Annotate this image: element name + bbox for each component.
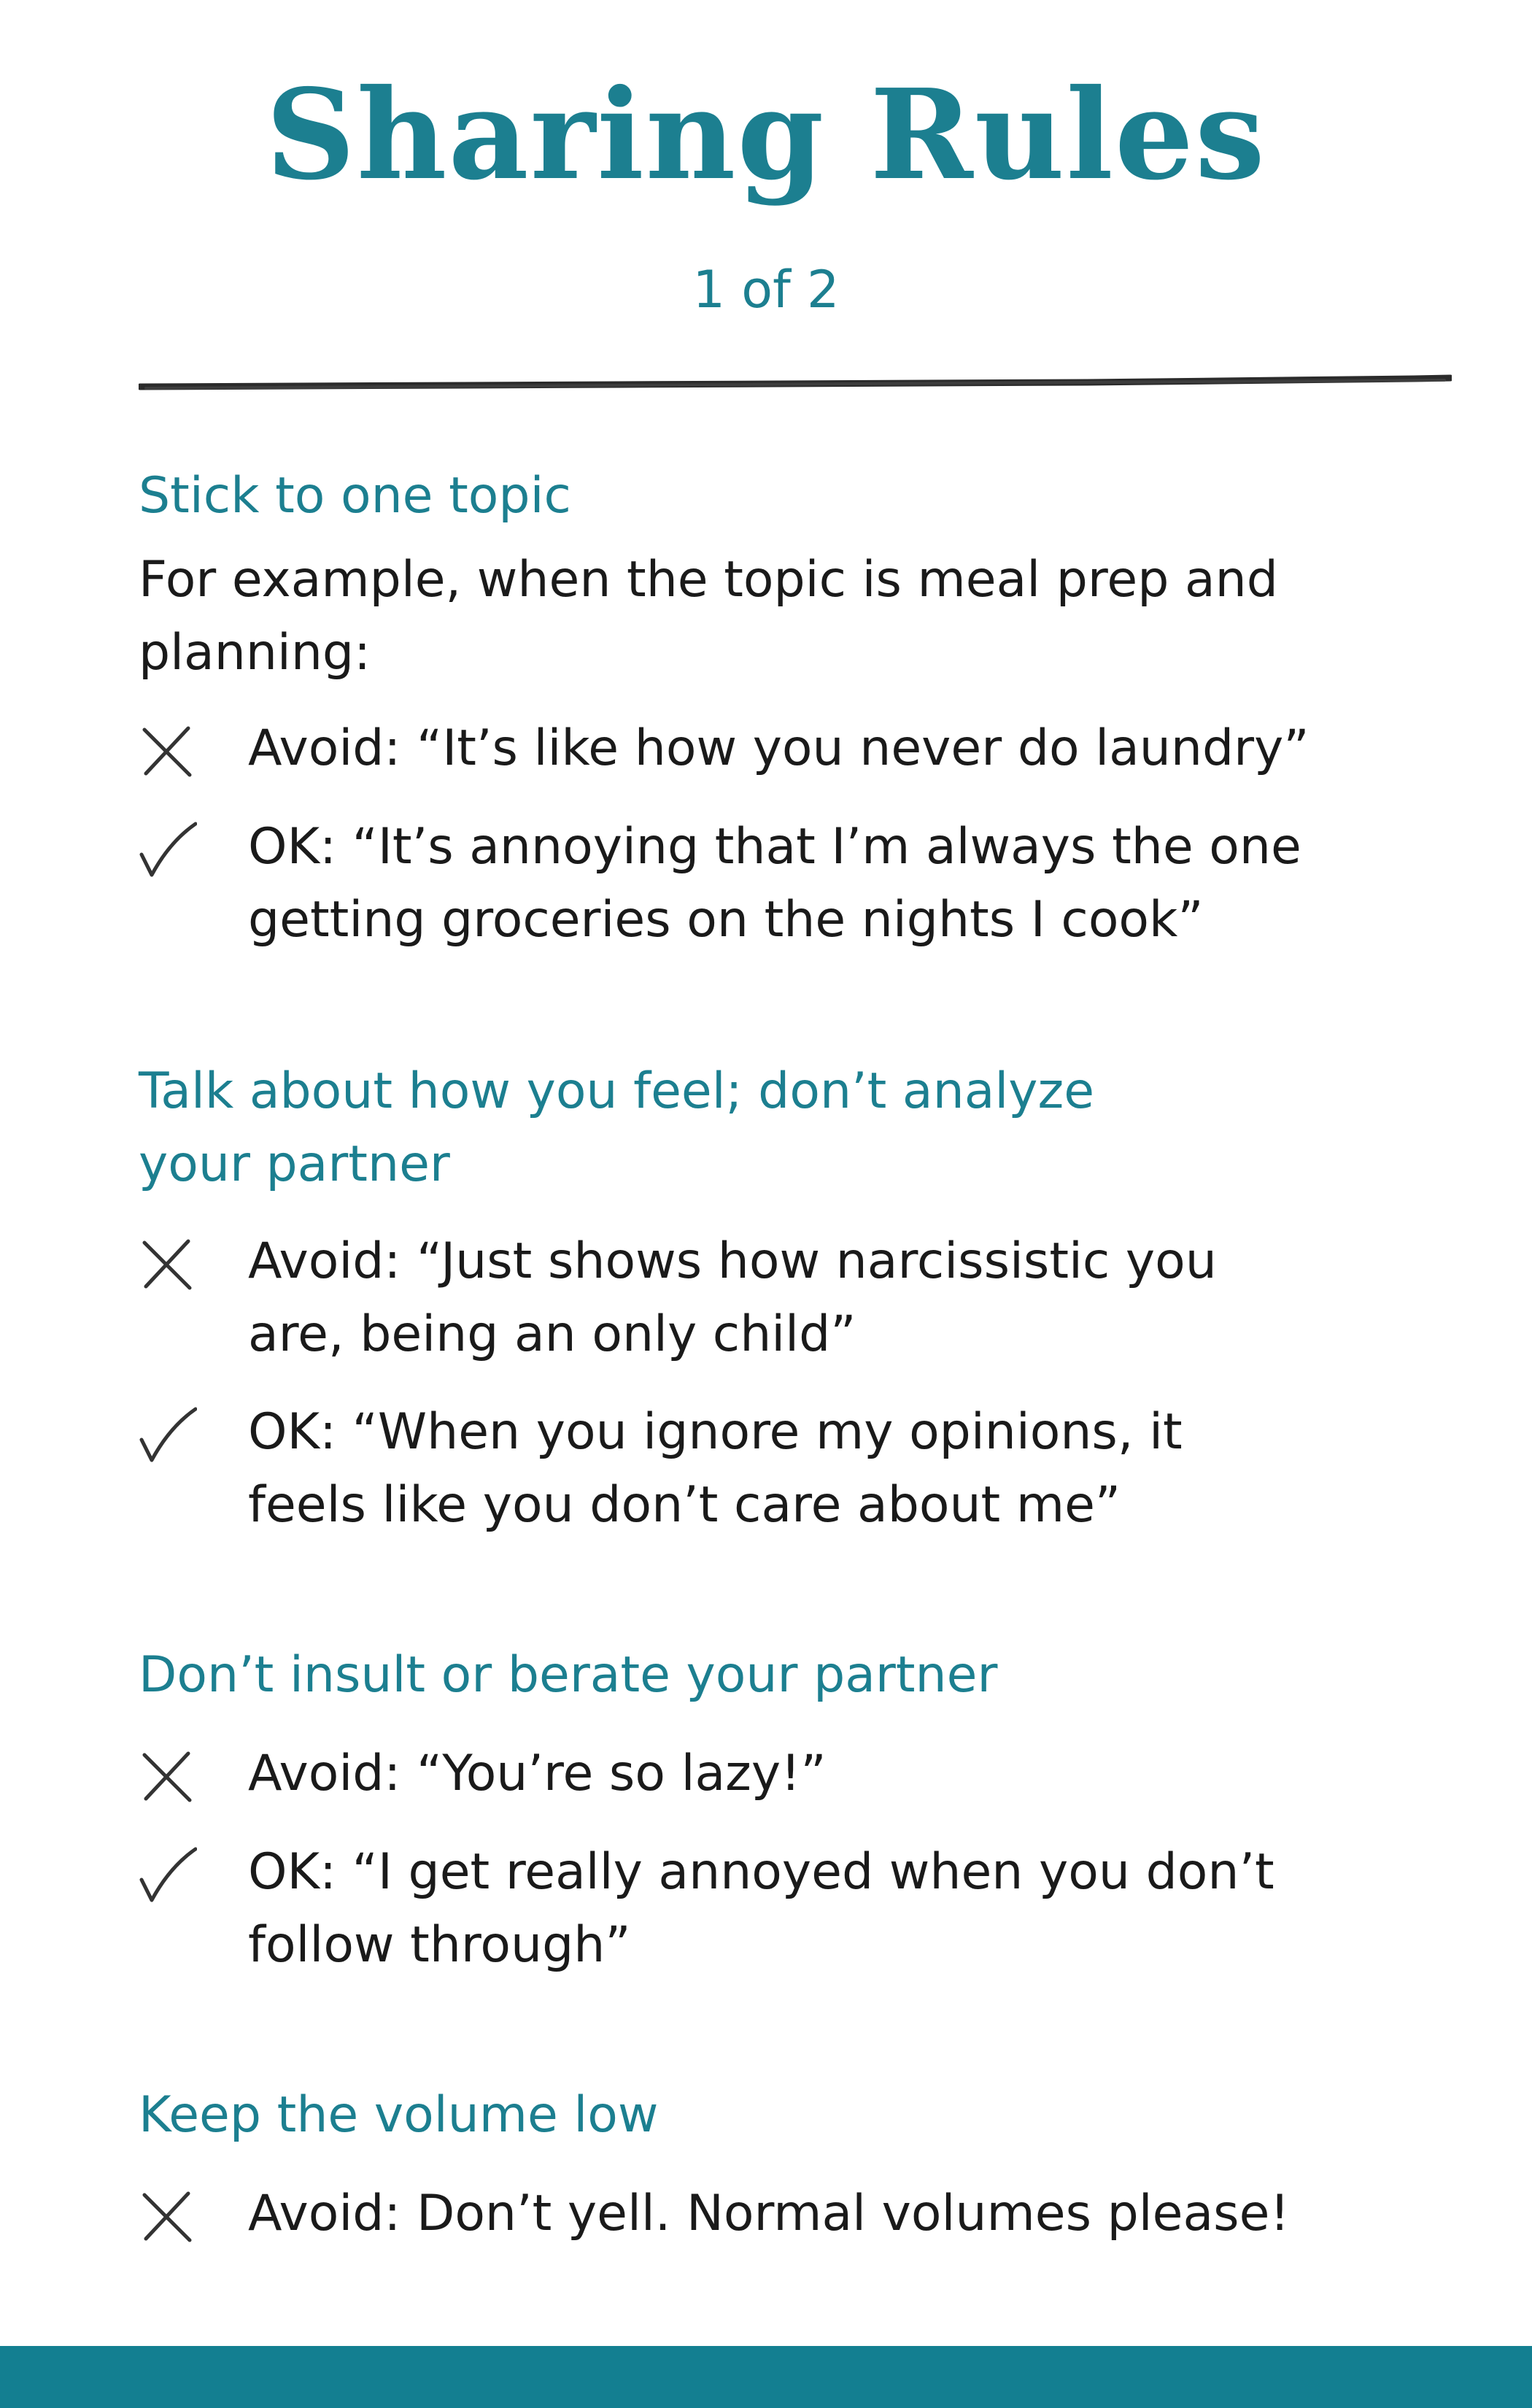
item-line: Avoid: “It’s like how you never do laundry” — [248, 719, 1309, 777]
item-line: OK: “When you ignore my opinions, it — [248, 1403, 1183, 1461]
section-heading-stick-to-one-topic — [139, 460, 571, 533]
divider-line — [139, 374, 1452, 395]
section-heading-volume-low — [139, 2079, 659, 2152]
x-mark-icon — [139, 1235, 197, 1294]
section-intro-line: planning: — [139, 624, 371, 682]
avoid-example-text — [248, 1737, 1488, 1810]
item-line: Avoid: Don’t yell. Normal volumes please! — [248, 2185, 1290, 2242]
section-intro — [139, 544, 1278, 690]
check-mark-icon — [139, 1406, 197, 1465]
item-line: getting groceries on the nights I cook” — [248, 891, 1204, 949]
section-heading-line: your partner — [139, 1135, 450, 1193]
item-line: Avoid: “You’re so lazy!” — [248, 1745, 827, 1802]
item-line: OK: “I get really annoyed when you don’t — [248, 1843, 1274, 1901]
ok-example-text — [248, 1836, 1488, 1982]
page-title: Sharing Rules — [266, 62, 1266, 208]
check-mark-icon — [139, 1846, 197, 1905]
section-heading-line: Keep the volume low — [139, 2086, 659, 2144]
item-line: OK: “It’s annoying that I’m always the one — [248, 818, 1301, 876]
section-intro-line: For example, when the topic is meal prep and — [139, 551, 1278, 609]
ok-example-text — [248, 1396, 1488, 1542]
item-line: are, being an only child” — [248, 1305, 856, 1363]
section-heading-line: Don’t insult or berate your partner — [139, 1646, 998, 1704]
footer-bar — [0, 2346, 1532, 2408]
check-mark-icon — [139, 821, 197, 879]
item-line: Avoid: “Just shows how narcissistic you — [248, 1232, 1217, 1290]
item-line: follow through” — [248, 1916, 631, 1974]
ok-example-text — [248, 811, 1488, 957]
item-line: feels like you don’t care about me” — [248, 1476, 1121, 1534]
page-number: 1 of 2 — [692, 260, 840, 320]
section-heading-dont-insult — [139, 1639, 997, 1712]
x-mark-icon — [139, 2188, 197, 2246]
avoid-example-text — [248, 712, 1488, 785]
avoid-example-text — [248, 1225, 1488, 1371]
section-heading-line: Stick to one topic — [139, 467, 571, 525]
avoid-example-text — [248, 2177, 1488, 2250]
section-heading-line: Talk about how you feel; don’t analyze — [139, 1062, 1095, 1120]
section-heading-talk-about-feelings — [139, 1055, 1094, 1201]
x-mark-icon — [139, 722, 197, 781]
x-mark-icon — [139, 1748, 197, 1806]
